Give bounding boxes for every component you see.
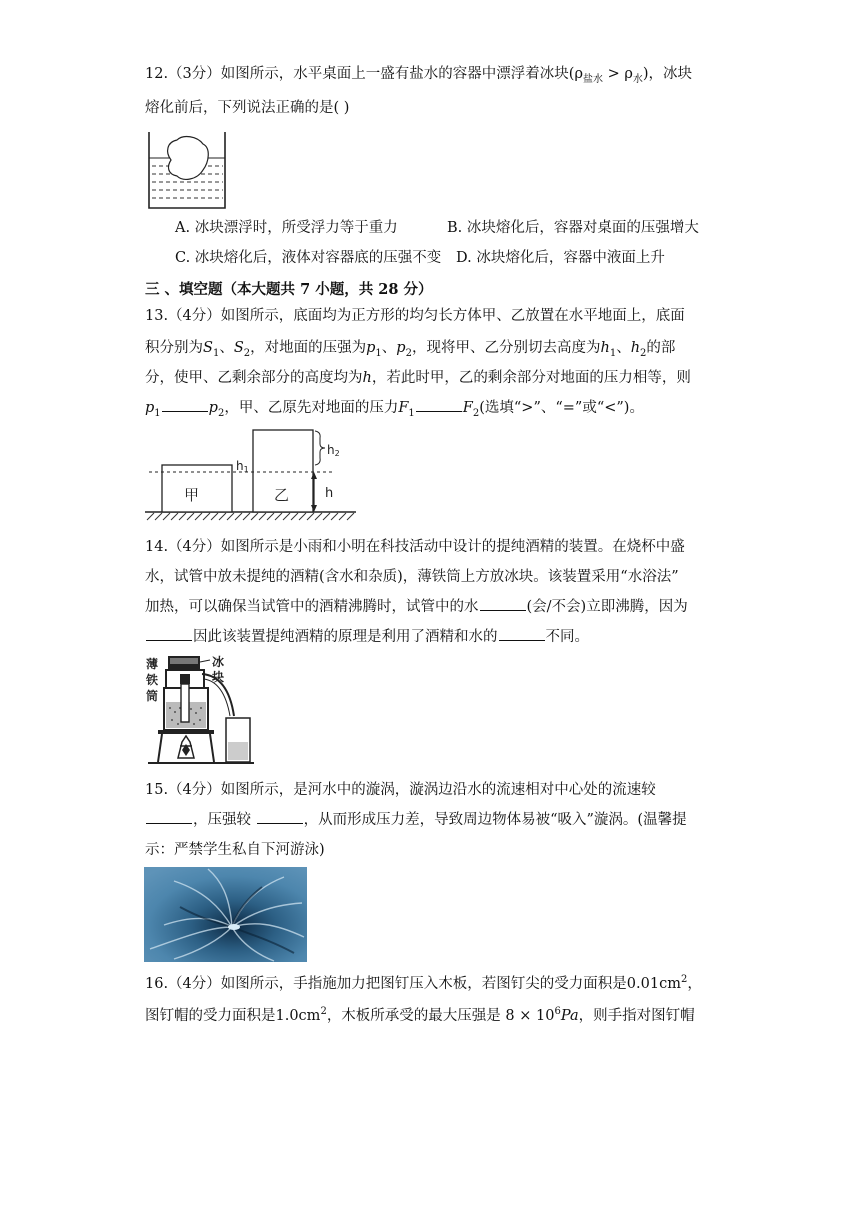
q13-line1: 13.（4分）如图所示，底面均为正方形的均匀长方体甲、乙放置在水平地面上，底面 [145,308,685,324]
q13-line3: 分，使甲、乙剩余部分的高度均为h，若此时甲，乙的剩余部分对地面的压力相等，则 [145,370,691,386]
svg-text:筒: 筒 [146,689,159,703]
q13-label-h: h [325,486,334,501]
q13-figure-blocks [143,424,358,522]
q12-option-c: C. 冰块熔化后，液体对容器底的压强不变 [175,250,442,266]
svg-text:块: 块 [212,670,225,684]
q14-blank-3[interactable] [499,627,545,641]
q15-line3: 示：严禁学生私自下河游泳) [145,842,325,858]
q13-line2: 积分别为$S_1$、$S_2$，对地面的压强为$p_1$、$p_2$，现将甲、乙分别切去高度为$h_1$、$h_2$的部 [145,340,676,359]
q14-line4: 因此该装置提纯酒精的原理是利用了酒精和水的 不同。 [145,627,589,647]
svg-text:h1: h1 [236,459,249,474]
q12-line1: 12.（3分）如图所示，水平桌面上一盛有盐水的容器中漂浮着冰块$(\rho_{盐水} > \rho_水)$，冰块 [145,66,693,85]
q14-line2: 水，试管中放未提纯的酒精(含水和杂质)，薄铁筒上方放冰块。该装置采用“水浴法” [145,569,679,585]
q12-line2: 熔化前后，下列说法正确的是( ) [145,100,350,116]
q16-line1: 16.（4分）如图所示，手指施加力把图钉压入木板，若图钉尖的受力面积是$0.01cm^2$， [145,974,702,992]
svg-text:冰: 冰 [212,655,225,669]
svg-text:铁: 铁 [146,673,159,687]
q12-option-a: A. 冰块漂浮时，所受浮力等于重力 [175,220,398,236]
q15-line1: 15.（4分）如图所示，是河水中的漩涡，漩涡边沿水的流速相对中心处的流速较 [145,782,656,798]
q13-blank-1[interactable] [162,398,208,412]
q15-blank-1[interactable] [146,810,192,824]
q14-blank-1[interactable] [480,597,526,611]
q14-figure-apparatus [144,654,256,766]
q13-label-h2: h [327,443,335,457]
q13-blank-2[interactable] [416,398,462,412]
q15-blank-2[interactable] [257,810,303,824]
q12-option-d: D. 冰块熔化后，容器中液面上升 [456,250,665,266]
q13-line4: $p_1$ $p_2$，甲、乙原先对地面的压力$F_1$ $F_2$(选填“>”、“=”或“<”)。 [145,400,644,419]
q15-line2: ，压强较 ，从而形成压力差，导致周边物体易被“吸入”漩涡。(温馨提 [145,810,687,830]
q15-whirlpool-photo [144,867,307,962]
q16-line2: 图钉帽的受力面积是$1.0cm^2$，木板所承受的最大压强是 $8 \times 10^6Pa$，则手指对图钉帽 [145,1006,695,1024]
q14-blank-2[interactable] [146,627,192,641]
svg-text:薄: 薄 [146,657,159,671]
q14-line3: 加热，可以确保当试管中的酒精沸腾时，试管中的水 (会/不会)立即沸腾，因为 [145,599,688,615]
q12-figure-container-with-ice [145,130,230,212]
svg-text:h2: h2 [327,443,340,458]
q12-option-b: B. 冰块熔化后，容器对桌面的压强增大 [447,220,699,236]
q14-line1: 14.（4分）如图所示是小雨和小明在科技活动中设计的提纯酒精的装置。在烧杯中盛 [145,539,685,555]
q13-label-jia: 甲 [184,486,200,504]
q13-label-yi: 乙 [274,486,290,504]
q13-label-h1: h [236,459,244,473]
section-title: 三 、填空题（本大题共 7 小题，共 28 分） [145,281,433,298]
